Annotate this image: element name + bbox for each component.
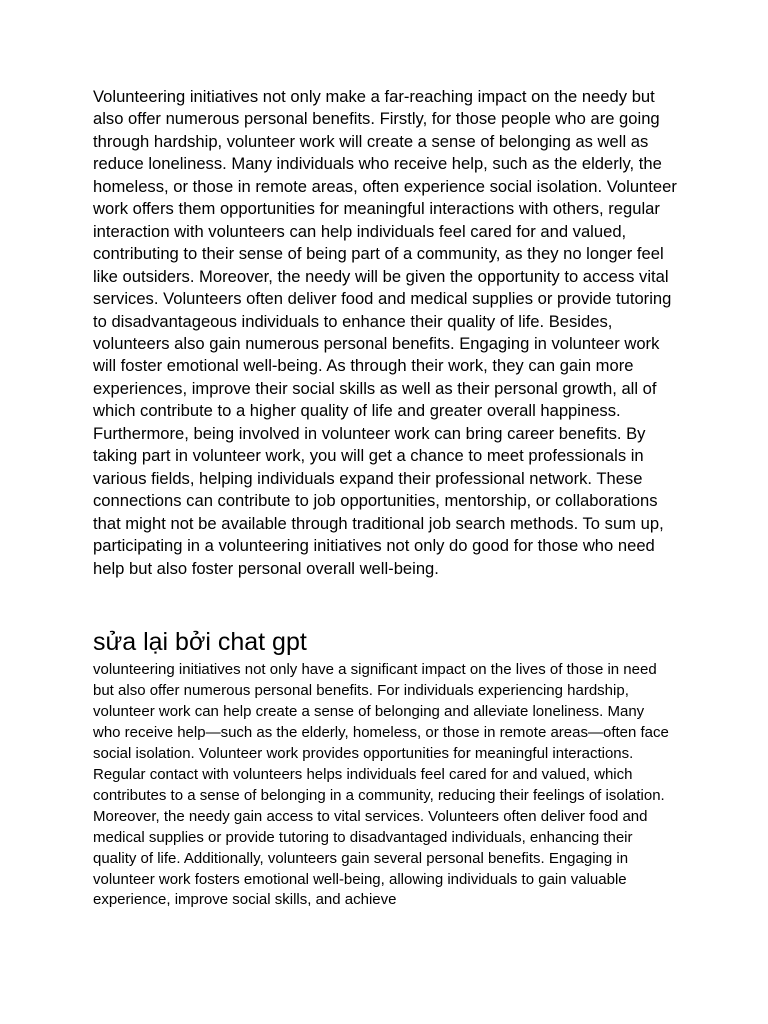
revised-essay-paragraph: volunteering initiatives not only have a significant impact on the lives of those in need but also offer numerous personal benefits. For individuals experiencing hardship, volunteer work can help create a sense of belonging and alleviate loneliness. Many who receive help—such as the elderly, homeless, or those in remote areas—often face social isolation. Volunteer work provides opportunities for meaningful interactions. Regular contact with volunteers helps individuals feel cared for and valued, which contributes to a sense of belonging in a community, reducing their feelings of isolation. Moreover, the needy gain access to vital services. Volunteers often deliver food and medical supplies or provide tutoring to disadvantaged individuals, enhancing their quality of life. Additionally, volunteers gain several personal benefits. Engaging in volunteer work fosters emotional well-being, allowing individuals to gain valuable experience, improve social skills, and achieve bbox=[93, 661, 669, 909]
revision-heading: sửa lại bởi chat gpt bbox=[93, 628, 307, 656]
original-essay-paragraph: Volunteering initiatives not only make a far-reaching impact on the needy but also offer numerous personal benefits. Firstly, for those people who are going through hardship, volunteer work will create a sense of belonging as well as reduce loneliness. Many individuals who receive help, such as the elderly, the homeless, or those in remote areas, often experience social isolation. Volunteer work offers them opportunities for meaningful interactions with others, regular interaction with volunteers can help individuals feel cared for and valued, contributing to their sense of being part of a community, as they no longer feel like outsiders. Moreover, the needy will be given the opportunity to access vital services. Volunteers often deliver food and medical supplies or provide tutoring to disadvantageous individuals to enhance their quality of life. Besides, volunteers also gain numerous personal benefits. Engaging in volunteer work will foster emotional well-being. As through their work, they can gain more experiences, improve their social skills as well as their personal growth, all of which contribute to a higher quality of life and greater overall happiness. Furthermore, being involved in volunteer work can bring career benefits. By taking part in volunteer work, you will get a chance to meet professionals in various fields, helping individuals expand their professional network. These connections can contribute to job opportunities, mentorship, or collaborations that might not be available through traditional job search methods. To sum up, participating in a volunteering initiatives not only do good for those who need help but also foster personal overall well-being. bbox=[93, 87, 677, 578]
